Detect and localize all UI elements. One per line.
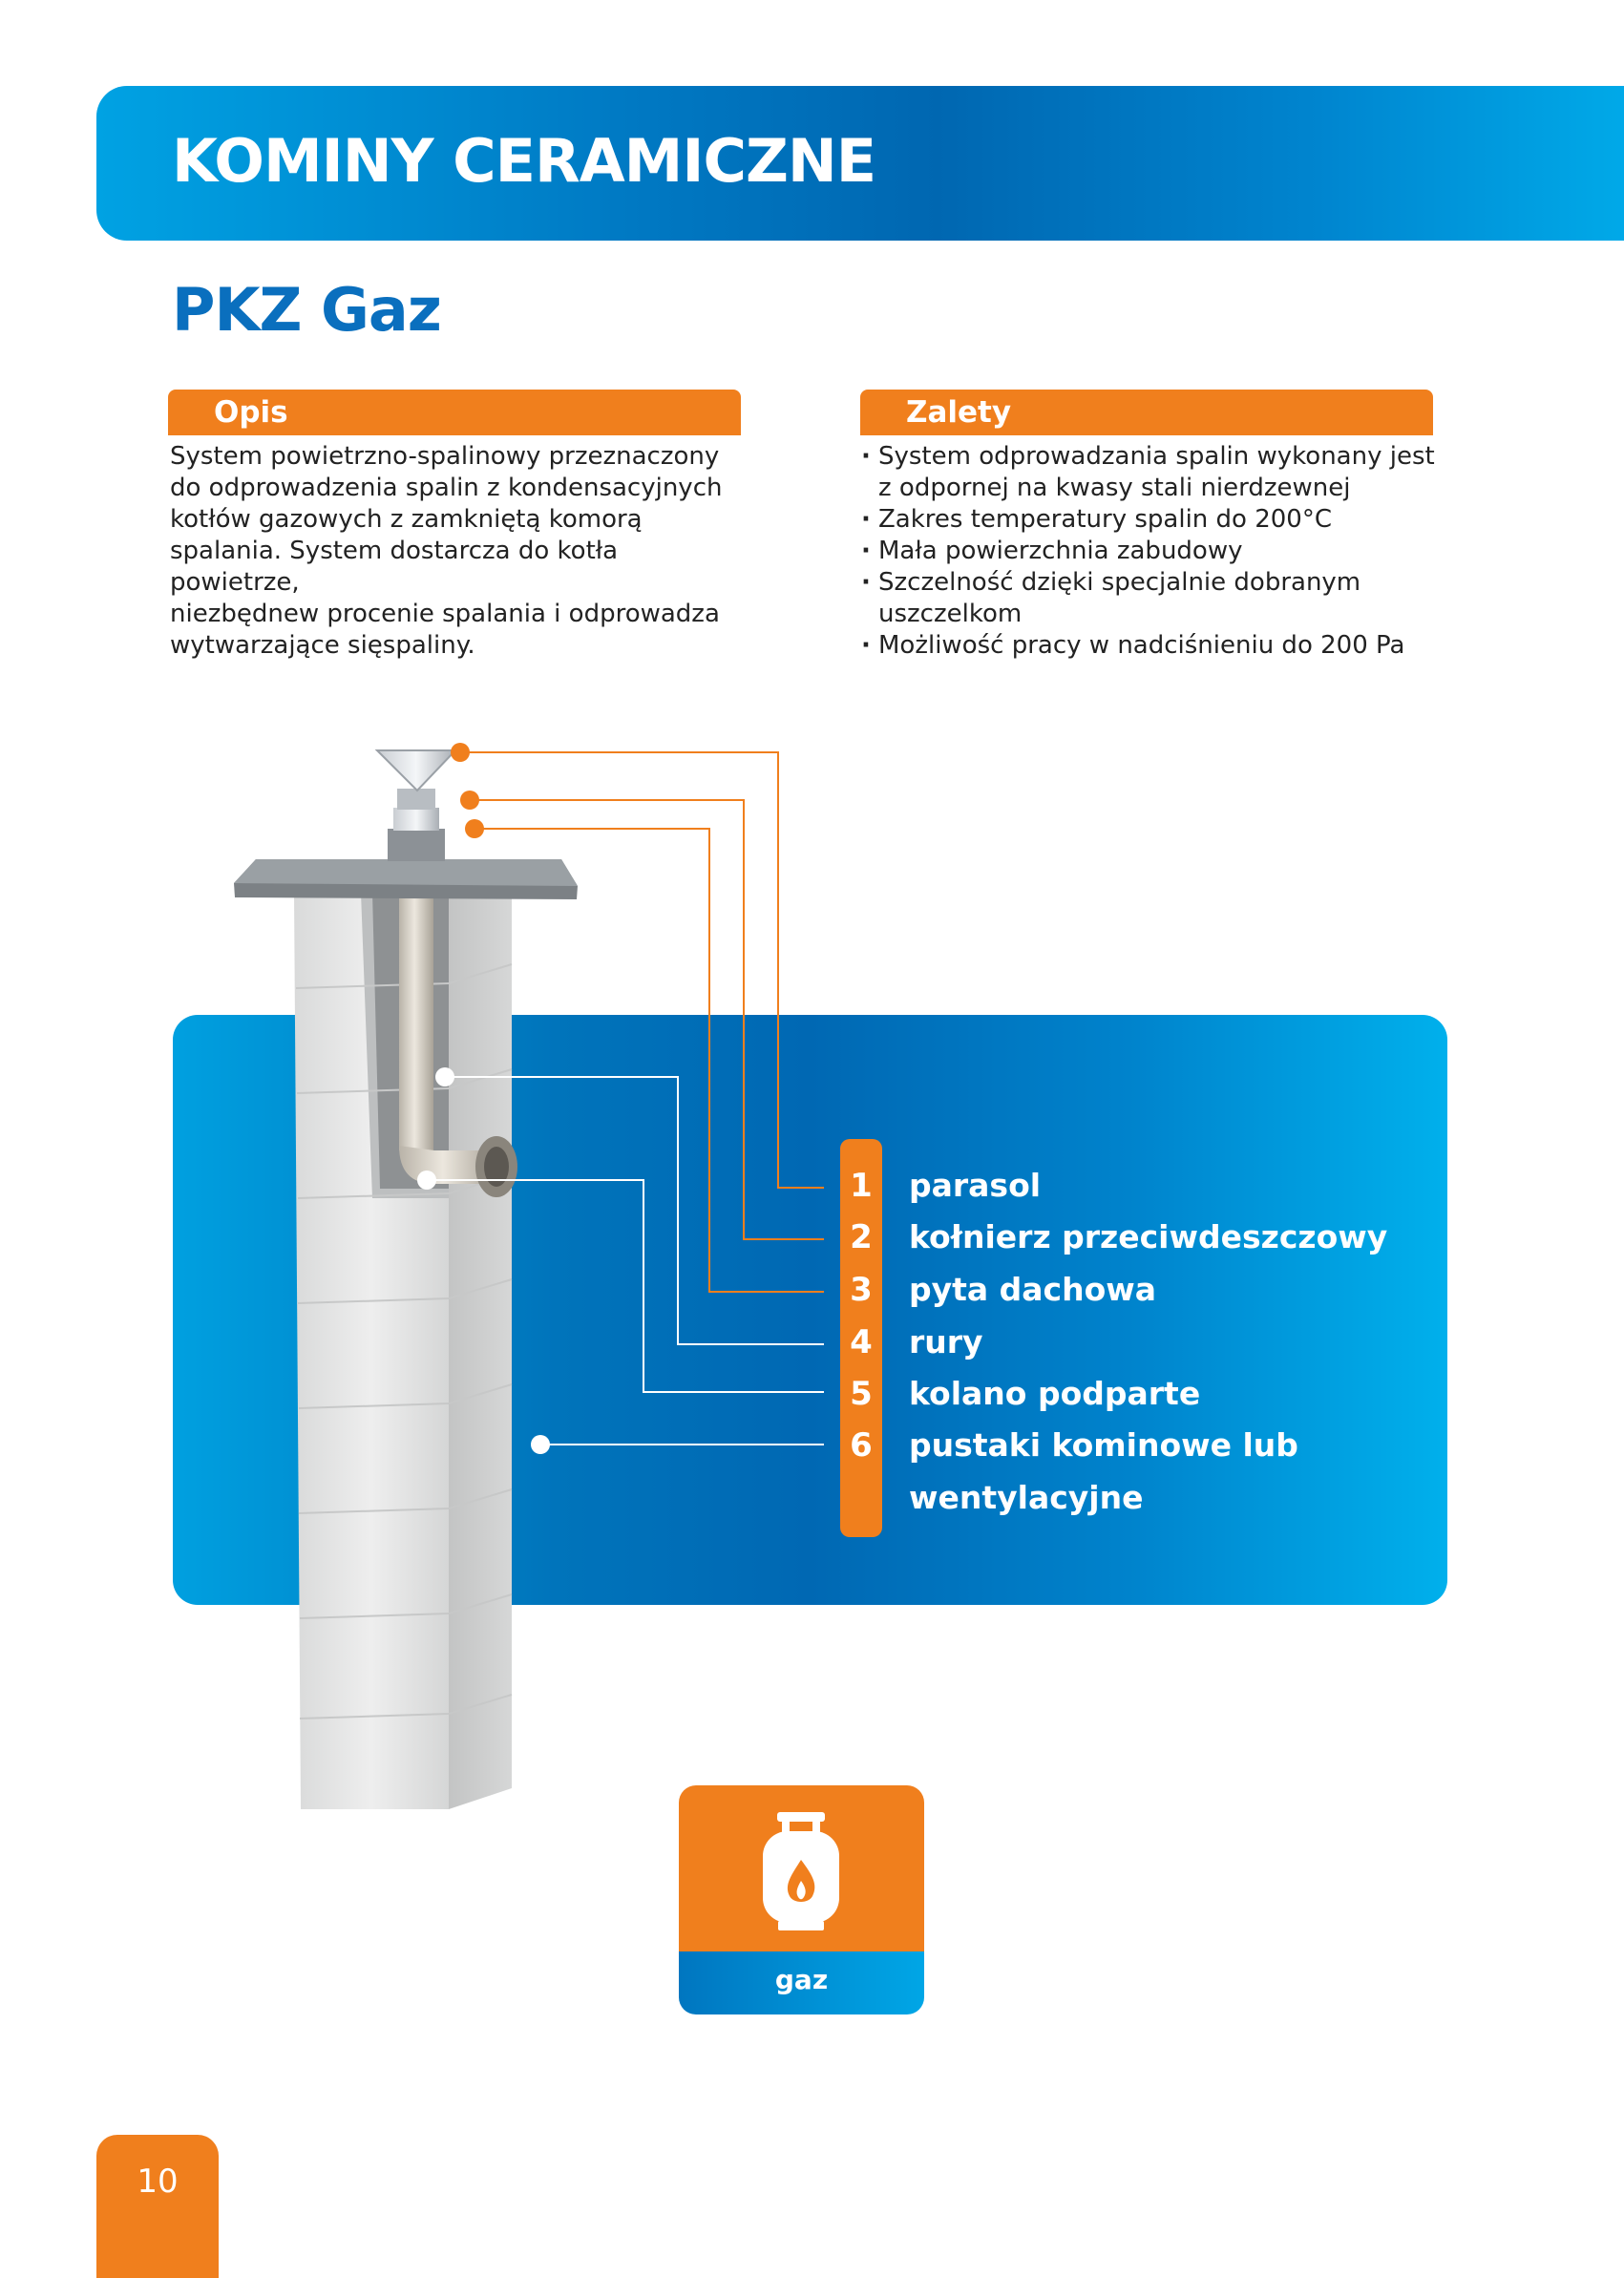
- component-number: 3: [850, 1271, 873, 1309]
- opis-line: do odprowadzenia spalin z kondensacyjnych: [170, 474, 723, 502]
- list-item: · Szczelność dzięki specjalnie dobranym uszczelkom: [861, 567, 1453, 630]
- component-label: pustaki kominowe lub: [909, 1426, 1298, 1464]
- component-number: 6: [850, 1426, 873, 1465]
- component-label: kołnierz przeciwdeszczowy: [909, 1218, 1388, 1255]
- component-number: 4: [850, 1323, 873, 1361]
- component-label: pyta dachowa: [909, 1271, 1157, 1308]
- opis-line: System powietrzno-spalinowy przeznaczony: [170, 442, 720, 471]
- list-item: · System odprowadzania spalin wykonany jest z odpornej na kwasy stali nierdzewnej: [861, 441, 1453, 504]
- page-number: 10: [137, 2162, 179, 2201]
- component-label: kolano podparte: [909, 1375, 1201, 1412]
- opis-line: wytwarzające sięspaliny.: [170, 631, 475, 660]
- list-item: · Możliwość pracy w nadciśnieniu do 200 Pa: [861, 630, 1453, 662]
- fuel-badge-label: gaz: [679, 1951, 924, 2014]
- list-item: · Mała powierzchnia zabudowy: [861, 536, 1453, 567]
- component-label: rury: [909, 1323, 983, 1360]
- component-number: 1: [850, 1167, 873, 1205]
- component-number: 5: [850, 1375, 873, 1413]
- product-title: PKZ Gaz: [172, 275, 441, 345]
- chimney-cap: [377, 750, 455, 861]
- component-label: parasol: [909, 1167, 1042, 1204]
- fuel-badge: [679, 1785, 924, 2014]
- list-item: · Zakres temperatury spalin do 200°C: [861, 504, 1453, 536]
- page-number-tab: [96, 2135, 219, 2278]
- opis-line: kotłów gazowych z zamkniętą komorą: [170, 505, 643, 534]
- gas-cylinder-flame-icon: [679, 1785, 924, 1951]
- component-number: 2: [850, 1218, 873, 1256]
- opis-heading: Opis: [168, 390, 741, 435]
- page-title: KOMINY CERAMICZNE: [172, 126, 876, 196]
- component-label: wentylacyjne: [909, 1479, 1144, 1516]
- opis-line: spalania. System dostarcza do kotła powietrze,: [170, 537, 619, 597]
- opis-line: niezbędnew procenie spalania i odprowadza: [170, 600, 720, 628]
- zalety-heading: Zalety: [860, 390, 1433, 435]
